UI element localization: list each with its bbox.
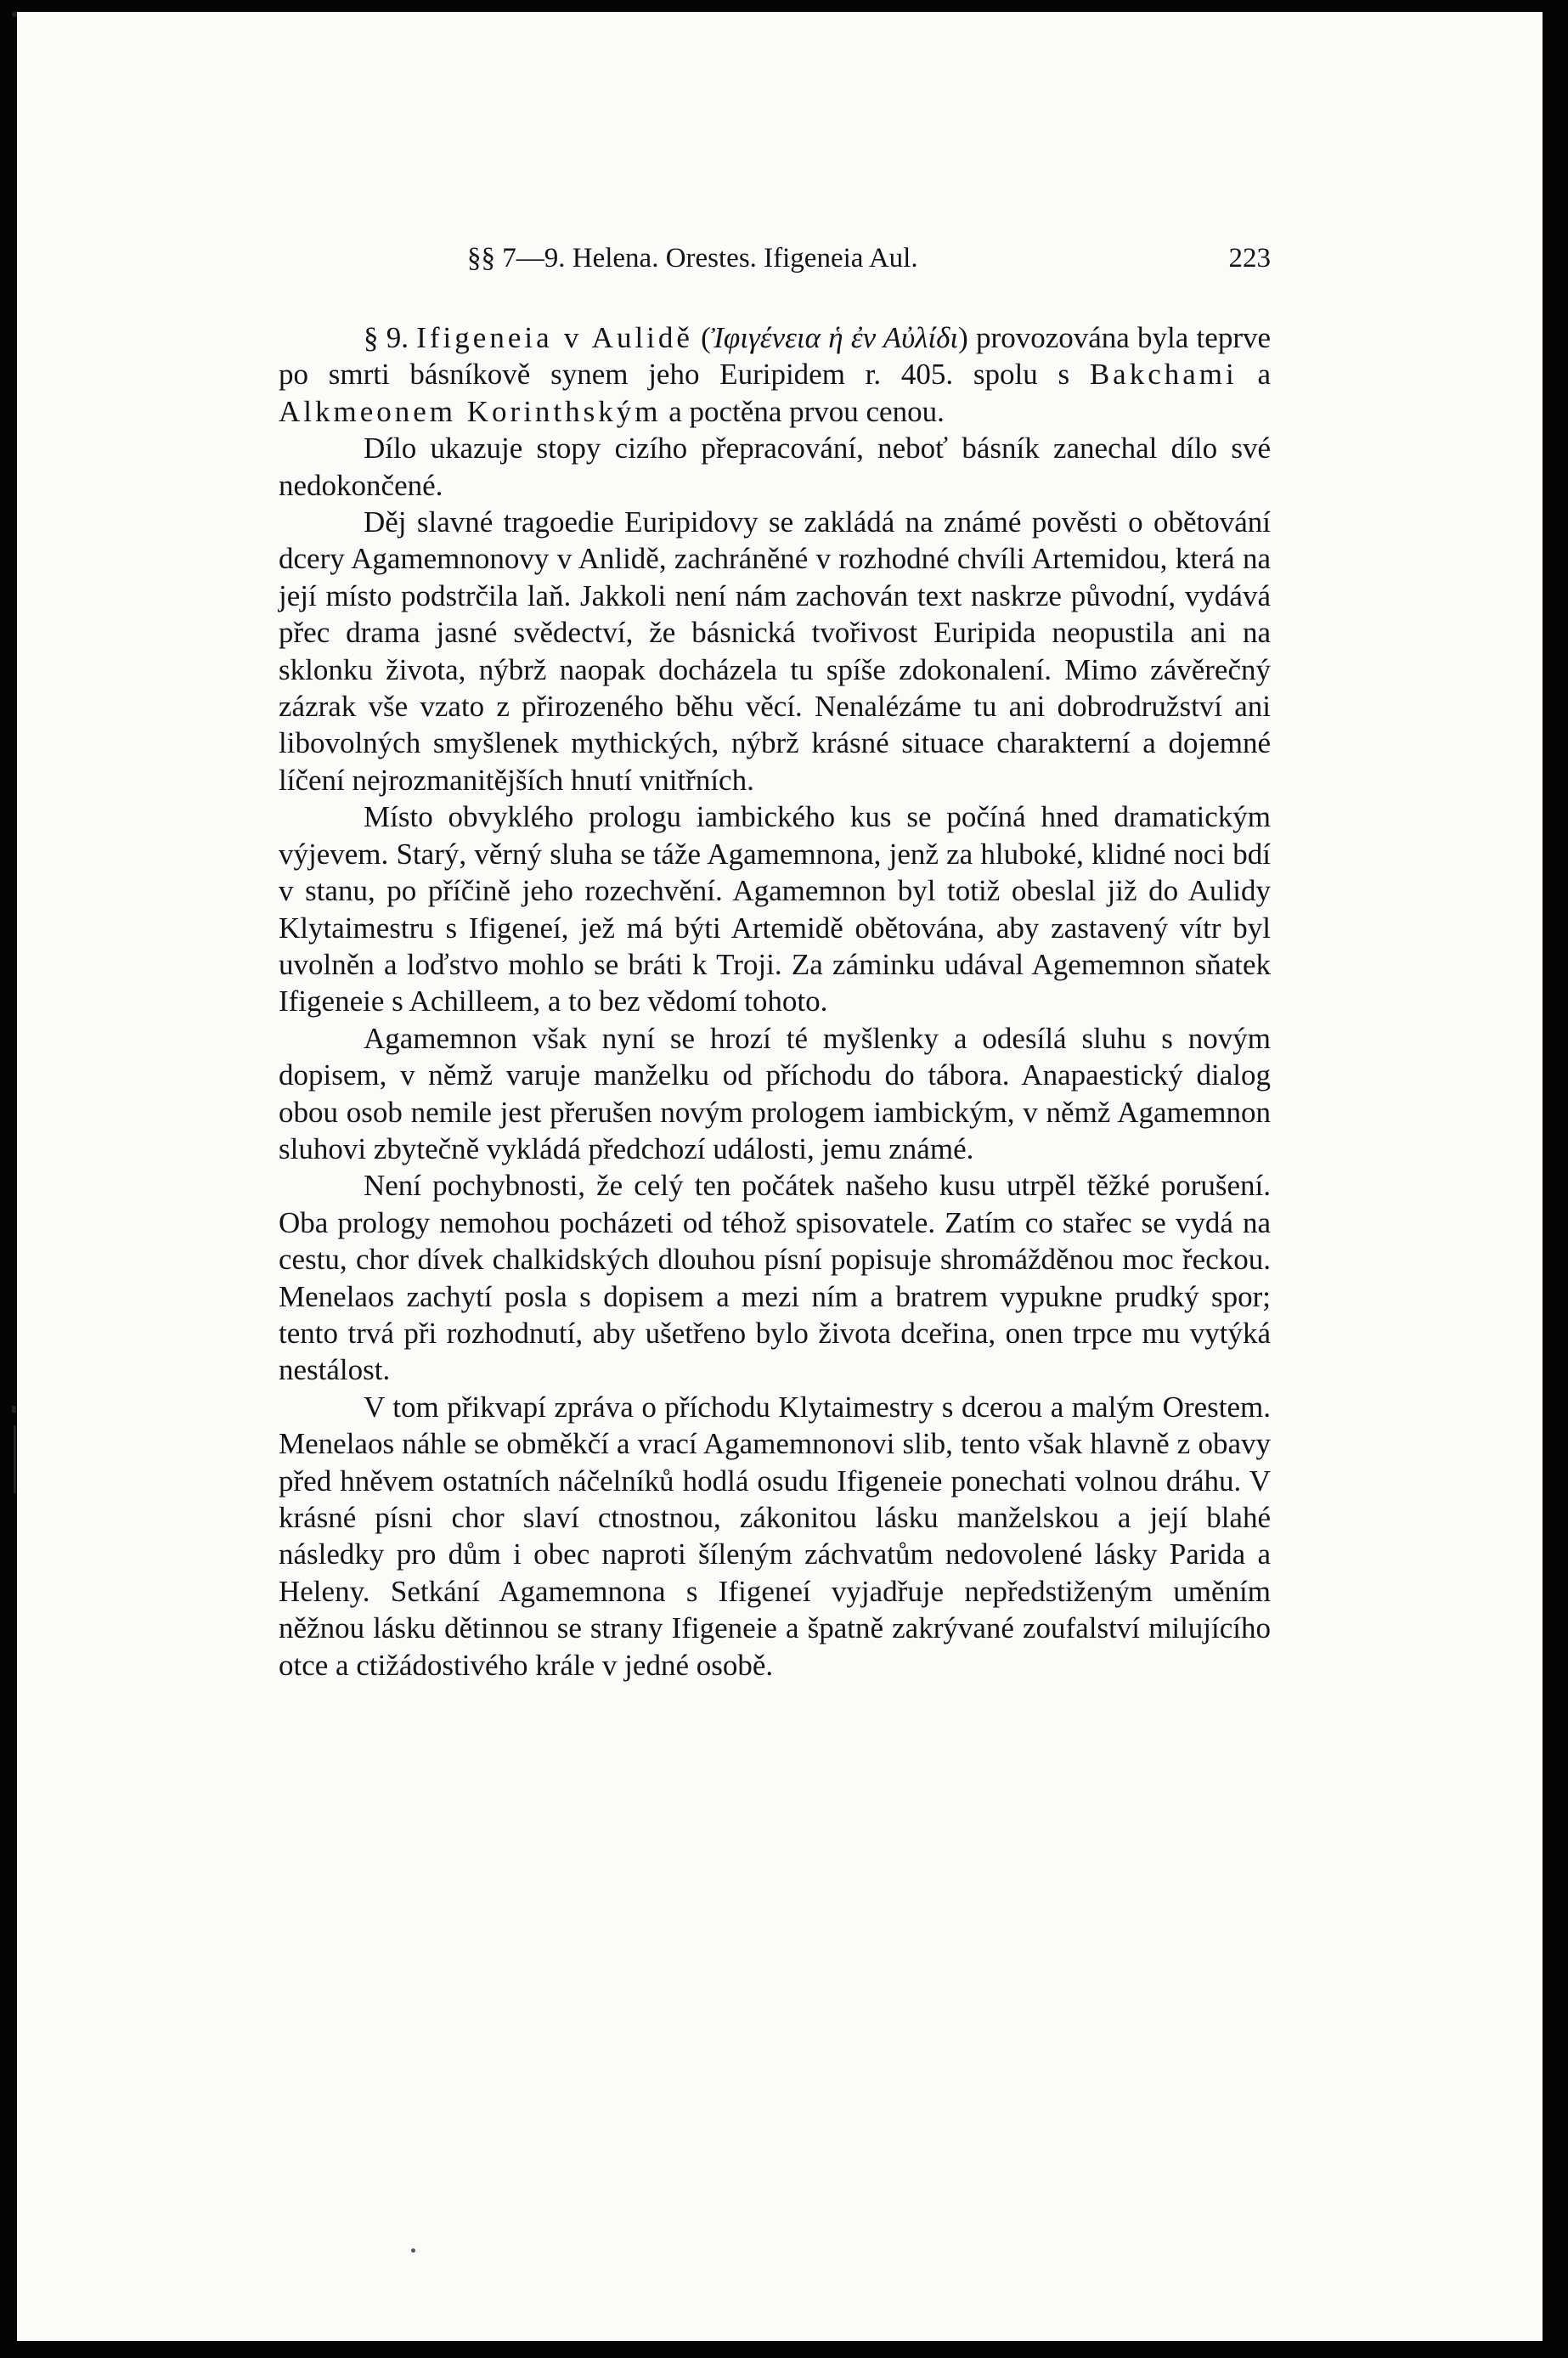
running-head	[279, 240, 1271, 277]
paragraph: Není pochybnosti, že celý ten počátek našeho kusu utrpěl těžké porušení. Oba prology nemohou pocházeti od téhož spisovatele. Zatím co stařec se vydá na cestu, chor dívek chalkidských dlouhou písní popisuje shromážděnou moc řeckou. Menelaos zachytí posla s dopisem a mezi ním a bratrem vypukne prudký spor; tento trvá při rozhodnutí, aby ušetřeno bylo života dceřina, onen trpce mu vytýká nestálost.	[279, 1169, 1271, 1387]
scan-speck	[411, 2248, 415, 2253]
paragraph: Dílo ukazuje stopy cizího přepracování, neboť básník zanechal dílo své nedokončené.	[279, 432, 1271, 502]
play-title: Ifigeneia v Aulidě	[416, 321, 693, 354]
section-sign: § 9.	[364, 321, 417, 354]
paragraph: V tom přikvapí zpráva o příchodu Klytaimestry s dcerou a malým Orestem. Menelaos náhle se obměkčí a vrací Agamemnonovi slib, tento však hlavně z obavy před hněvem ostatních náčelníků hodlá osudu Ifigeneie ponechati volnou dráhu. V krásné písni chor slaví ctnostnou, zákonitou lásku manželskou a její blahé následky pro dům i obec naproti šíleným záchvatům nedovolené lásky Parida a Heleny. Setkání Agamemnona s Ifigeneí vyjadřuje nepředstiženým uměním něžnou lásku dětinnou se strany Ifigeneie a špatně zakrývané zoufalství milujícího otce a ctižádostivého krále v jedné osobě.	[279, 1390, 1271, 1682]
paragraph: Agamemnon však nyní se hrozí té myšlenky a odesílá sluhu s novým dopisem, v němž varuje manželku od příchodu do tábora. Anapaestický dialog obou osob nemile jest přerušen novým prologem iambickým, v němž Agamemnon sluhovi zbytečně vykládá předchozí události, jemu známé.	[279, 1021, 1271, 1165]
paragraph-text: ) provozována byla teprve po smrti básníkově synem jeho Euripidem r. 405. spolu s	[279, 321, 1272, 392]
paragraph-text: a	[1237, 358, 1271, 392]
text-block	[279, 240, 1271, 1684]
binding-mark	[12, 1406, 16, 1413]
greek-title: Ἰφιγένεια ἡ ἐν Αὐλίδι	[710, 321, 959, 354]
paragraph-section-9	[279, 319, 1271, 430]
paragraph: Děj slavné tragoedie Euripidovy se zakládá na známé pověsti o obětování dcery Agamemnonovy v Anlidě, zachráněné v rozhodné chvíli Artemidou, která na její místo podstrčila laň. Jakkoli není nám zachován text naskrze původní, vydává přec drama jasné svědectví, že básnická tvořivost Euripida neopustila ani na sklonku života, nýbrž naopak docházela tu spíše zdokonalení. Mimo závěrečný zázrak vše vzato z přirozeného běhu věcí. Nenalézáme tu ani dobrodružství ani libovolných smyšlenek mythických, nýbrž krásné situace charakterní a dojemné líčení nejrozmanitějších hnutí vnitřních.	[279, 505, 1271, 797]
play-title: Bakchami	[1089, 358, 1238, 392]
binding-mark	[14, 1425, 16, 1493]
page-number: 223	[1228, 243, 1271, 274]
running-head-title: §§ 7—9. Helena. Orestes. Ifigeneia Aul.	[467, 243, 918, 274]
greek-open: (	[692, 321, 711, 354]
play-title: Alkmeonem Korinthským	[279, 394, 662, 428]
paragraph: Místo obvyklého prologu iambického kus se počíná hned dramatickým výjevem. Starý, věrný sluha se táže Agamemnona, jenž za hluboké, klidné noci bdí v stanu, po příčině jeho rozechvění. Agamemnon byl totiž obeslal již do Aulidy Klytaimestru s Ifigeneí, jež má býti Artemidě obětována, aby zastavený vítr byl uvolněn a loďstvo mohlo se bráti k Troji. Za záminku udával Agememnon sňatek Ifigeneie s Achilleem, a to bez vědomí tohoto.	[279, 800, 1271, 1018]
paragraph-text: a poctěna prvou cenou.	[661, 394, 945, 428]
